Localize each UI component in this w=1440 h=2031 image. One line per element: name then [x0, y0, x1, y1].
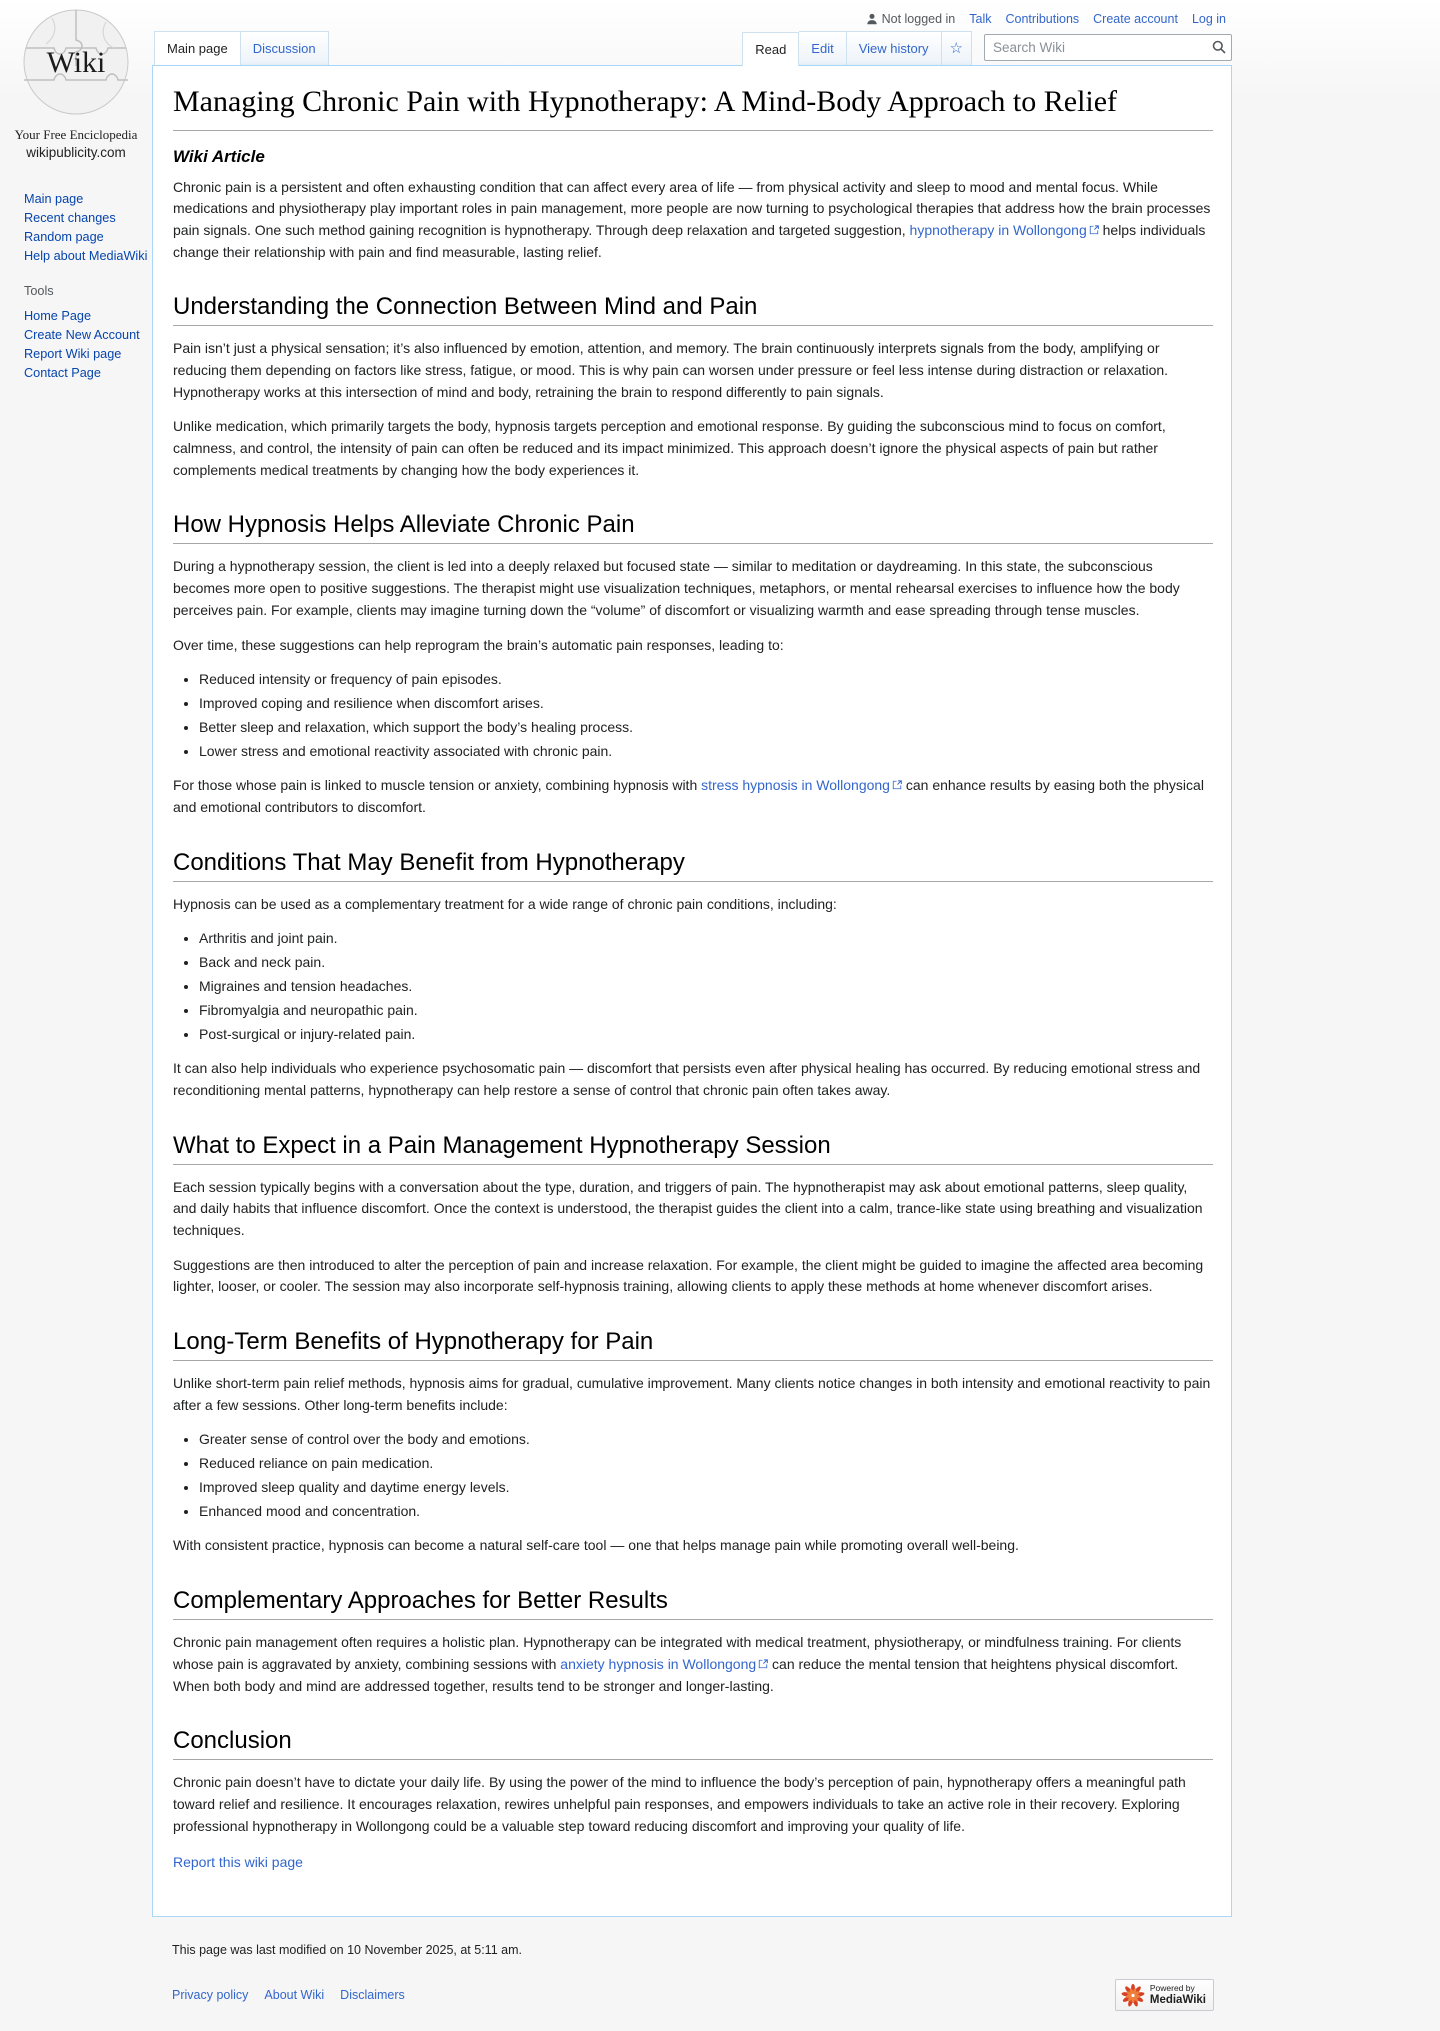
list-item: • Migraines and tension headaches.: [199, 976, 1213, 997]
hypnotherapy-wollongong-link[interactable]: hypnotherapy in Wollongong: [910, 222, 1099, 238]
list-item: • Arthritis and joint pain.: [199, 928, 1213, 949]
sidebar-item-main-page[interactable]: Main page: [24, 192, 84, 206]
wiki-logo[interactable]: [0, 0, 152, 160]
user-icon: [866, 13, 878, 25]
tab-view-history[interactable]: View history: [847, 31, 942, 65]
log-in-link[interactable]: Log in: [1191, 12, 1226, 26]
tab-edit[interactable]: Edit: [799, 31, 846, 65]
privacy-policy-link[interactable]: Privacy policy: [172, 1988, 249, 2003]
section-heading: Long-Term Benefits of Hypnotherapy for Pain: [173, 1328, 1213, 1361]
list-item: • Lower stress and emotional reactivity associated with chronic pain.: [199, 741, 1213, 762]
tab-main-page[interactable]: Main page: [154, 31, 241, 65]
about-wiki-link[interactable]: About Wiki: [264, 1988, 325, 2003]
logo-tagline: Your Free Enciclopedia: [14, 127, 138, 142]
section-heading: Complementary Approaches for Better Results: [173, 1587, 1213, 1620]
stress-hypnosis-wollongong-link[interactable]: stress hypnosis in Wollongong: [701, 777, 902, 793]
paragraph: Each session typically begins with a conversation about the type, duration, and triggers of pain. The hypnotherapist may ask about emotional patterns, sleep quality, and daily habits that influence discomfort. Once the context is understood, the therapist guides the client into a calm, trance-like state using breathing and visualization techniques.: [173, 1178, 1203, 1239]
sidebar-item-random-page[interactable]: Random page: [24, 230, 104, 244]
talk-link[interactable]: Talk: [969, 12, 992, 26]
list-item: • Fibromyalgia and neuropathic pain.: [199, 1000, 1213, 1021]
list-item: • Reduced reliance on pain medication.: [199, 1453, 1213, 1474]
search-icon[interactable]: [1212, 40, 1226, 59]
section-heading: Conditions That May Benefit from Hypnotherapy: [173, 849, 1213, 882]
puzzle-globe-icon: [14, 8, 138, 120]
paragraph: It can also help individuals who experience psychosomatic pain — discomfort that persists even after physical healing has occurred. By reducing emotional stress and reconditioning mental patterns, hypnotherapy can help restore a sense of control that chronic pain often takes away.: [173, 1060, 1201, 1098]
list-item: • Better sleep and relaxation, which support the body’s healing process.: [199, 717, 1213, 738]
article-subtitle: Wiki Article: [173, 146, 265, 166]
list-item: • Back and neck pain.: [199, 952, 1213, 973]
report-wiki-page-link[interactable]: Report this wiki page: [173, 1854, 303, 1871]
paragraph: Chronic pain doesn’t have to dictate your daily life. By using the power of the mind to influence the body’s perception of pain, hypnotherapy offers a meaningful path toward relief and resilience. It encourages relaxation, rewires unhelpful pain responses, and empowers individuals to take an active role in their recovery. Exploring professional hypnotherapy in Wollongong could be a valuable step toward reducing discomfort and improving your quality of life.: [173, 1774, 1186, 1834]
badge-powered-by: Powered by: [1149, 1982, 1195, 1993]
login-status: Not logged in: [866, 12, 956, 26]
paragraph: For those whose pain is linked to muscle tension or anxiety, combining hypnosis with stress hypnosis in Wollongong can enhance results by easing both the physical and emotional contributors to discomfort.: [173, 777, 1204, 815]
mediawiki-flower-icon: [1121, 1983, 1145, 2007]
list-item: • Post-surgical or injury-related pain.: [199, 1024, 1213, 1045]
article-content: [152, 66, 1232, 1917]
section-heading: Conclusion: [173, 1727, 1213, 1760]
intro-paragraph: Chronic pain is a persistent and often exhausting condition that can affect every area of life — from physical activity and sleep to mood and mental focus. While medications and physiotherapy play important roles in pain management, more people are now turning to psychological therapies that address how the brain processes pain signals. One such method gaining recognition is hypnotherapy. Through deep relaxation and targeted suggestion, hypnotherapy in Wollongong helps individuals change their relationship with pain and find measurable, lasting relief.: [173, 178, 1211, 260]
paragraph: Pain isn’t just a physical sensation; it’s also influenced by emotion, attention, and memory. The brain continuously interprets signals from the body, amplifying or reducing them depending on factors like stress, fatigue, or mood. This is why pain can worsen under pressure or feel less intense during distraction or relaxation. Hypnotherapy works at this intersection of mind and body, retraining the brain to respond differently to pain signals.: [173, 340, 1169, 400]
paragraph: Over time, these suggestions can help reprogram the brain’s automatic pain responses, leading to:: [173, 636, 784, 653]
main-column: [152, 0, 1232, 2031]
sidebar-tools-header: Tools: [24, 284, 54, 298]
last-modified-text: This page was last modified on 10 November 2025, at 5:11 am.: [172, 1943, 522, 1958]
anxiety-hypnosis-wollongong-link[interactable]: anxiety hypnosis in Wollongong: [560, 1656, 768, 1672]
paragraph: During a hypnotherapy session, the client is led into a deeply relaxed but focused state — similar to meditation or daydreaming. In this state, the subconscious becomes more open to positive suggestions. The therapist might use visualization techniques, metaphors, or mental rehearsal exercises to influence how the body perceives pain. For example, clients may imagine turning down the “volume” of discomfort or visualizing warmth and ease spreading through tense muscles.: [173, 558, 1180, 618]
paragraph: With consistent practice, hypnosis can become a natural self-care tool — one that helps manage pain while promoting overall well-being.: [173, 1537, 1019, 1554]
paragraph: Chronic pain management often requires a holistic plan. Hypnotherapy can be integrated with medical treatment, physiotherapy, or mindfulness training. For clients whose pain is aggravated by anxiety, combining sessions with anxiety hypnosis in Wollongong can reduce the mental tension that heightens physical discomfort. When both body and mind are addressed together, results tend to be stronger and longer-lasting.: [173, 1634, 1182, 1694]
sidebar-item-help-mediawiki[interactable]: Help about MediaWiki: [24, 249, 148, 263]
sidebar-item-contact-page[interactable]: Contact Page: [24, 366, 101, 380]
bullet-list: [199, 669, 1213, 762]
list-item: • Improved sleep quality and daytime energy levels.: [199, 1477, 1213, 1498]
section-heading: Understanding the Connection Between Mind and Pain: [173, 293, 1213, 326]
tab-discussion[interactable]: Discussion: [241, 31, 329, 65]
create-account-link[interactable]: Create account: [1093, 12, 1178, 26]
disclaimers-link[interactable]: Disclaimers: [340, 1988, 405, 2003]
list-item: • Reduced intensity or frequency of pain episodes.: [199, 669, 1213, 690]
page-title: Managing Chronic Pain with Hypnotherapy: A Mind-Body Approach to Relief: [173, 82, 1213, 131]
tab-bar: [152, 30, 1232, 66]
list-item: • Improved coping and resilience when discomfort arises.: [199, 693, 1213, 714]
paragraph: Unlike medication, which primarily targets the body, hypnosis targets perception and emotional response. By guiding the subconscious mind to focus on comfort, calmness, and control, the intensity of pain can often be reduced and its impact minimized. This approach doesn’t ignore the physical aspects of pain but rather complements medical treatments by changing how the body experiences it.: [173, 418, 1166, 478]
section-heading: What to Expect in a Pain Management Hypnotherapy Session: [173, 1132, 1213, 1165]
watchlist-star-icon[interactable]: ☆: [942, 31, 972, 65]
contributions-link[interactable]: Contributions: [1005, 12, 1080, 26]
sidebar-item-home-page[interactable]: Home Page: [24, 309, 91, 323]
tab-read[interactable]: Read: [742, 32, 799, 66]
bullet-list: [199, 928, 1213, 1045]
logo-site-name: wikipublicity.com: [26, 145, 126, 160]
sidebar-item-report-wiki-page[interactable]: Report Wiki page: [24, 347, 122, 361]
badge-mediawiki: MediaWiki: [1149, 1993, 1206, 2006]
list-item: • Enhanced mood and concentration.: [199, 1501, 1213, 1522]
external-link-icon: [1089, 225, 1099, 235]
paragraph: Suggestions are then introduced to alter the perception of pain and increase relaxation. For example, the client might be guided to imagine the affected area becoming lighter, looser, or cooler. The session may also incorporate self-hypnosis training, allowing clients to apply these methods at home whenever discomfort arises.: [173, 1256, 1204, 1295]
svg-text:Wiki: Wiki: [46, 46, 106, 79]
list-item: • Greater sense of control over the body and emotions.: [199, 1429, 1213, 1450]
powered-by-mediawiki-badge[interactable]: [1115, 1979, 1214, 2011]
sidebar-item-recent-changes[interactable]: Recent changes: [24, 211, 116, 225]
sidebar-item-create-new-account[interactable]: Create New Account: [24, 328, 140, 342]
bullet-list: [199, 1429, 1213, 1522]
section-heading: How Hypnosis Helps Alleviate Chronic Pain: [173, 511, 1213, 544]
sidebar-nav: [0, 190, 152, 383]
page-footer: [152, 1917, 1232, 2031]
external-link-icon: [892, 780, 902, 790]
paragraph: Hypnosis can be used as a complementary treatment for a wide range of chronic pain conditions, including:: [173, 895, 837, 912]
personal-bar: [152, 0, 1232, 30]
paragraph: Unlike short-term pain relief methods, hypnosis aims for gradual, cumulative improvement. Many clients notice changes in both intensity and emotional reactivity to pain after a few sessions. Other long-term benefits include:: [173, 1375, 1211, 1413]
sidebar: [0, 0, 152, 383]
search-box: [984, 34, 1232, 61]
search-input[interactable]: [984, 34, 1232, 61]
external-link-icon: [758, 1659, 768, 1669]
